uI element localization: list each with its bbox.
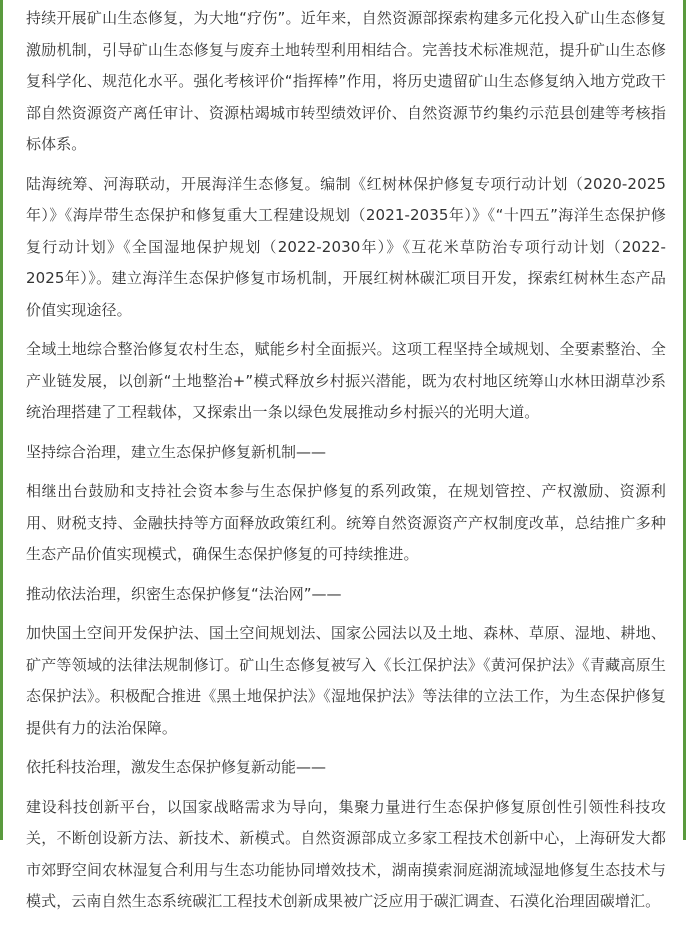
- heading-comprehensive-governance: 坚持综合治理，建立生态保护修复新机制——: [26, 442, 327, 461]
- paragraph-land-consolidation: 全域土地综合整治修复农村生态，赋能乡村全面振兴。这项工程坚持全域规划、全要素整治、全产业链发展，以创新“土地整治+”模式释放乡村振兴潜能，既为农村地区统筹山水林田湖草沙系统治理搭建了工程载体，又探索出一条以绿色发展推动乡村振兴的光明大道。: [26, 340, 666, 421]
- heading-technology-governance: 依托科技治理，激发生态保护修复新动能——: [26, 758, 327, 776]
- paragraph-technology-innovation: 建设科技创新平台，以国家战略需求为导向，集聚力量进行生态保护修复原创性引领性科技攻关，不断创设新方法、新技术、新模式。自然资源部成立多家工程技术创新中心，上海研发大都市郊野空间农林湿复合利用与生态功能协同增效技术，湖南摸索洞庭湖流域湿地修复生态技术与模式，云南自然生态系统碳汇工程技术创新成果被广泛应用于碳汇调查、石漠化治理固碳增汇。: [26, 797, 666, 910]
- paragraph-legislation: 加快国土空间开发保护法、国土空间规划法、国家公园法以及土地、森林、草原、湿地、耕地、矿产等领域的法律法规制修订。矿山生态修复被写入《长江保护法》《黄河保护法》《青藏高原生态保护法》。积极配合推进《黑土地保护法》《湿地保护法》等法律的立法工作，为生态保护修复提供有力的法治保障。: [26, 624, 666, 737]
- heading-rule-of-law: 推动依法治理，织密生态保护修复“法治网”——: [26, 584, 342, 603]
- paragraph-mine-restoration: 持续开展矿山生态修复，为大地“疗伤”。近年来，自然资源部探索构建多元化投入矿山生态修复激励机制，引导矿山生态修复与废弃土地转型利用相结合。完善技术标准规范，提升矿山生态修复科学化、规范化水平。强化考核评价“指挥棒”作用，将历史遗留矿山生态修复纳入地方党政干部自然资源资产离任审计、资源枯竭城市转型绩效评价、自然资源节约集约示范县创建等考核指标体系。: [26, 9, 666, 153]
- paragraph-policy-incentives: 相继出台鼓励和支持社会资本参与生态保护修复的系列政策，在规划管控、产权激励、资源利用、财税支持、金融扶持等方面释放政策红利。统筹自然资源资产产权制度改革，总结推广多种生态产品价值实现模式，确保生态保护修复的可持续推进。: [26, 482, 666, 563]
- left-border: [0, 0, 3, 840]
- article-body: [26, 0, 666, 926]
- paragraph-marine-restoration: 陆海统筹、河海联动，开展海洋生态修复。编制《红树林保护修复专项行动计划（2020-2025年）》《海岸带生态保护和修复重大工程建设规划（2021-2035年）》《“十四五”海洋生态保护修复行动计划》《全国湿地保护规划（2022-2030年）》《互花米草防治专项行动计划（2022-2025年）》。建立海洋生态保护修复市场机制，开展红树林碳汇项目开发，探索红树林生态产品价值实现途径。: [26, 174, 666, 319]
